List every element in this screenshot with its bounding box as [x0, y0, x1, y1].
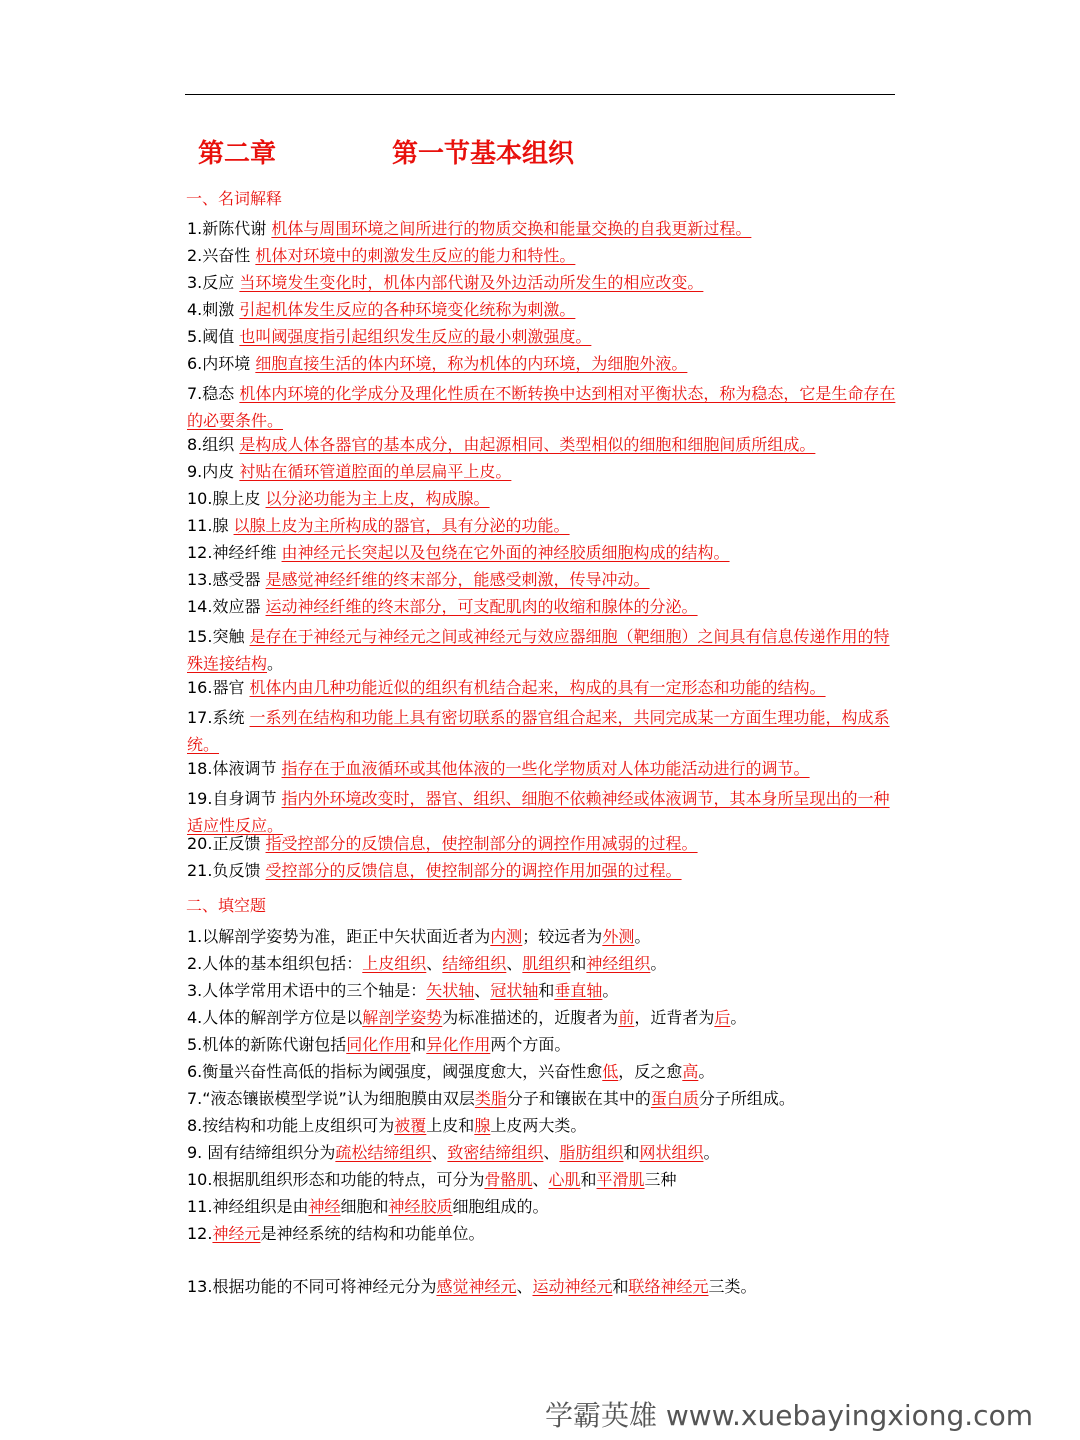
- definition-text: 指受控部分的反馈信息，使控制部分的调控作用减弱的过程。: [265, 834, 698, 853]
- question-text: 、: [506, 954, 523, 973]
- definition-term: 15.突触: [187, 627, 250, 646]
- answer-text: 神经组织: [586, 954, 651, 973]
- definition-term: 11.腺: [187, 516, 234, 535]
- definition-text: 指存在于血液循环或其他体液的一些化学物质对人体功能活动进行的调节。: [281, 759, 810, 778]
- answer-text: 神经: [308, 1197, 341, 1216]
- definition-item: [187, 353, 687, 375]
- definition-item: [187, 596, 698, 618]
- definition-text: 运动神经纤维的终末部分，可支配肌肉的收缩和腺体的分泌。: [265, 597, 698, 616]
- definition-item: [187, 515, 570, 537]
- definition-term: 1.新陈代谢: [187, 219, 272, 238]
- answer-text: 外测: [602, 927, 635, 946]
- question-text: ；较远者为: [522, 927, 603, 946]
- question-text: 8.按结构和功能上皮组织可为: [187, 1116, 395, 1135]
- question-text: 两个方面。: [490, 1035, 571, 1054]
- definition-term: 14.效应器: [187, 597, 266, 616]
- answer-text: 内测: [490, 927, 523, 946]
- definition-item: [187, 488, 490, 510]
- fill-in-item: [187, 1142, 719, 1164]
- definition-text: 机体内由几种功能近似的组织有机结合起来，构成的具有一定形态和功能的结构。: [249, 678, 826, 697]
- definition-term: 3.反应: [187, 273, 240, 292]
- section-title: 第一节基本组织: [392, 139, 575, 169]
- definition-term: 9.内皮: [187, 462, 240, 481]
- fill-in-item: [187, 1088, 795, 1110]
- question-text: 细胞组成的。: [452, 1197, 549, 1216]
- answer-text: 脂肪组织: [559, 1143, 624, 1162]
- question-text: 6.衡量兴奋性高低的指标为阈强度，阈强度愈大，兴奋性愈: [187, 1062, 603, 1081]
- answer-text: 结缔组织: [442, 954, 507, 973]
- question-text: 2.人体的基本组织包括：: [187, 954, 363, 973]
- definition-text: 是存在于神经元与神经元之间或神经元与效应器细胞（靶细胞）之间具有信息传递作用的特殊连接结构: [187, 627, 890, 673]
- fill-in-item: [187, 1169, 677, 1191]
- answer-text: 联络神经元: [628, 1277, 709, 1296]
- definition-text: 指内外环境改变时，器官、组织、细胞不依赖神经或体液调节，其本身所呈现出的一种适应性反应。: [187, 789, 890, 835]
- definition-item: [187, 434, 815, 456]
- definition-item: [187, 623, 899, 677]
- answer-text: 高: [682, 1062, 699, 1081]
- question-text: 和: [623, 1143, 640, 1162]
- answer-text: 被覆: [394, 1116, 427, 1135]
- definition-item: [187, 785, 899, 839]
- definition-text: 一系列在结构和功能上具有密切联系的器官组合起来，共同完成某一方面生理功能，构成系统。: [187, 708, 890, 754]
- definition-item: [187, 860, 682, 882]
- answer-text: 神经胶质: [388, 1197, 453, 1216]
- question-text: 三种: [644, 1170, 677, 1189]
- question-text: 细胞和: [340, 1197, 389, 1216]
- question-text: 、: [426, 954, 443, 973]
- definition-text: 细胞直接生活的体内环境，称为机体的内环境，为细胞外液。: [255, 354, 688, 373]
- section1-heading: 一、名词解释: [186, 189, 283, 208]
- definition-item: [187, 272, 703, 294]
- question-text: 、: [431, 1143, 448, 1162]
- definition-text: 机体与周围环境之间所进行的物质交换和能量交换的自我更新过程。: [271, 219, 752, 238]
- definition-item: [187, 833, 698, 855]
- definition-text: 受控部分的反馈信息，使控制部分的调控作用加强的过程。: [265, 861, 682, 880]
- definition-term: 19.自身调节: [187, 789, 282, 808]
- section2-heading: 二、填空题: [186, 896, 267, 915]
- question-text: ，反之愈: [618, 1062, 683, 1081]
- question-text: 9. 固有结缔组织分为: [187, 1143, 336, 1162]
- fill-in-item: [187, 926, 650, 948]
- question-text: 5.机体的新陈代谢包括: [187, 1035, 347, 1054]
- definition-term: 13.感受器: [187, 570, 266, 589]
- answer-text: 类脂: [474, 1089, 507, 1108]
- question-text: 、: [532, 1170, 549, 1189]
- watermark: 学霸英雄 www.xuebayingxiong.com: [545, 1399, 1033, 1432]
- answer-text: 前: [618, 1008, 635, 1027]
- question-text: 三类。: [708, 1277, 757, 1296]
- question-text: 上皮两大类。: [490, 1116, 587, 1135]
- fill-in-item: [187, 980, 618, 1002]
- definition-item: [187, 245, 575, 267]
- definition-item: [187, 569, 650, 591]
- answer-text: 肌组织: [522, 954, 571, 973]
- question-text: 分子所组成。: [698, 1089, 795, 1108]
- definition-text: 以腺上皮为主所构成的器官，具有分泌的功能。: [233, 516, 570, 535]
- definition-item: [187, 758, 810, 780]
- answer-text: 低: [602, 1062, 619, 1081]
- answer-text: 解剖学姿势: [362, 1008, 443, 1027]
- definition-text: 是感觉神经纤维的终末部分，能感受刺激，传导冲动。: [265, 570, 650, 589]
- fill-in-item: [187, 1061, 714, 1083]
- definition-term: 21.负反馈: [187, 861, 266, 880]
- answer-text: 网状组织: [639, 1143, 704, 1162]
- question-text: 。: [650, 954, 667, 973]
- definition-term: 6.内环境: [187, 354, 256, 373]
- definition-item: [187, 218, 751, 240]
- question-text: 。: [602, 981, 619, 1000]
- definition-text: 也叫阈强度指引起组织发生反应的最小刺激强度。: [239, 327, 592, 346]
- definition-item: [187, 461, 511, 483]
- answer-text: 致密结缔组织: [447, 1143, 544, 1162]
- answer-text: 异化作用: [426, 1035, 491, 1054]
- answer-text: 平滑肌: [596, 1170, 645, 1189]
- question-text: 为标准描述的，近腹者为: [442, 1008, 619, 1027]
- answer-text: 后: [714, 1008, 731, 1027]
- answer-text: 疏松结缔组织: [335, 1143, 432, 1162]
- question-text: ，近背者为: [634, 1008, 715, 1027]
- definition-text: 机体内环境的化学成分及理化性质在不断转换中达到相对平衡状态，称为稳态，它是生命存在的必要条件。: [187, 384, 896, 430]
- definition-term: 10.腺上皮: [187, 489, 266, 508]
- definition-term: 20.正反馈: [187, 834, 266, 853]
- fill-in-item: [187, 1276, 757, 1298]
- answer-text: 运动神经元: [532, 1277, 613, 1296]
- definition-tail: 。: [267, 654, 284, 673]
- definition-term: 16.器官: [187, 678, 250, 697]
- fill-in-item: [187, 1196, 549, 1218]
- question-text: 3.人体学常用术语中的三个轴是：: [187, 981, 427, 1000]
- question-text: 10.根据肌组织形态和功能的特点，可分为: [187, 1170, 485, 1189]
- question-text: 和: [612, 1277, 629, 1296]
- question-text: 4.人体的解剖学方位是以: [187, 1008, 363, 1027]
- question-text: 和: [580, 1170, 597, 1189]
- question-text: 和: [410, 1035, 427, 1054]
- question-text: 。: [703, 1143, 720, 1162]
- definition-term: 8.组织: [187, 435, 240, 454]
- definition-term: 7.稳态: [187, 384, 240, 403]
- answer-text: 心肌: [548, 1170, 581, 1189]
- answer-text: 同化作用: [346, 1035, 411, 1054]
- definition-item: [187, 677, 826, 699]
- header-rule: [185, 94, 895, 95]
- fill-in-item: [187, 1007, 746, 1029]
- question-text: 分子和镶嵌在其中的: [506, 1089, 651, 1108]
- definition-term: 12.神经纤维: [187, 543, 282, 562]
- question-text: 。: [634, 927, 651, 946]
- definition-text: 衬贴在循环管道腔面的单层扁平上皮。: [239, 462, 512, 481]
- definition-item: [187, 299, 575, 321]
- question-text: 是神经系统的结构和功能单位。: [260, 1224, 485, 1243]
- fill-in-item: [187, 953, 666, 975]
- definition-term: 18.体液调节: [187, 759, 282, 778]
- question-text: 7.“液态镶嵌模型学说”认为细胞膜由双层: [187, 1089, 475, 1108]
- question-text: 1.以解剖学姿势为准，距正中矢状面近者为: [187, 927, 491, 946]
- question-text: 、: [516, 1277, 533, 1296]
- question-text: 11.神经组织是由: [187, 1197, 309, 1216]
- answer-text: 上皮组织: [362, 954, 427, 973]
- question-text: 。: [730, 1008, 747, 1027]
- definition-term: 4.刺激: [187, 300, 240, 319]
- answer-text: 神经元: [212, 1224, 261, 1243]
- fill-in-item: [187, 1115, 586, 1137]
- definition-item: [187, 380, 899, 434]
- question-text: 、: [474, 981, 491, 1000]
- question-text: 、: [543, 1143, 560, 1162]
- answer-text: 骨骼肌: [484, 1170, 533, 1189]
- definition-text: 以分泌功能为主上皮，构成腺。: [265, 489, 490, 508]
- definition-term: 17.系统: [187, 708, 250, 727]
- question-text: 12.: [187, 1224, 213, 1243]
- definition-text: 机体对环境中的刺激发生反应的能力和特性。: [255, 246, 576, 265]
- fill-in-item: [187, 1223, 484, 1245]
- definition-text: 由神经元长突起以及包绕在它外面的神经胶质细胞构成的结构。: [281, 543, 730, 562]
- definition-term: 2.兴奋性: [187, 246, 256, 265]
- question-text: 13.根据功能的不同可将神经元分为: [187, 1277, 437, 1296]
- answer-text: 蛋白质: [650, 1089, 699, 1108]
- question-text: 。: [698, 1062, 715, 1081]
- fill-in-item: [187, 1034, 570, 1056]
- definition-term: 5.阈值: [187, 327, 240, 346]
- answer-text: 冠状轴: [490, 981, 539, 1000]
- definition-item: [187, 542, 730, 564]
- definition-text: 当环境发生变化时，机体内部代谢及外边活动所发生的相应改变。: [239, 273, 704, 292]
- definition-item: [187, 704, 899, 758]
- question-text: 和: [538, 981, 555, 1000]
- definition-text: 是构成人体各器官的基本成分，由起源相同、类型相似的细胞和细胞间质所组成。: [239, 435, 816, 454]
- question-text: 和: [570, 954, 587, 973]
- answer-text: 感觉神经元: [436, 1277, 517, 1296]
- definition-item: [187, 326, 591, 348]
- chapter-title: 第二章: [198, 139, 277, 169]
- answer-text: 矢状轴: [426, 981, 475, 1000]
- definition-text: 引起机体发生反应的各种环境变化统称为刺激。: [239, 300, 576, 319]
- question-text: 上皮和: [426, 1116, 475, 1135]
- answer-text: 垂直轴: [554, 981, 603, 1000]
- answer-text: 腺: [474, 1116, 491, 1135]
